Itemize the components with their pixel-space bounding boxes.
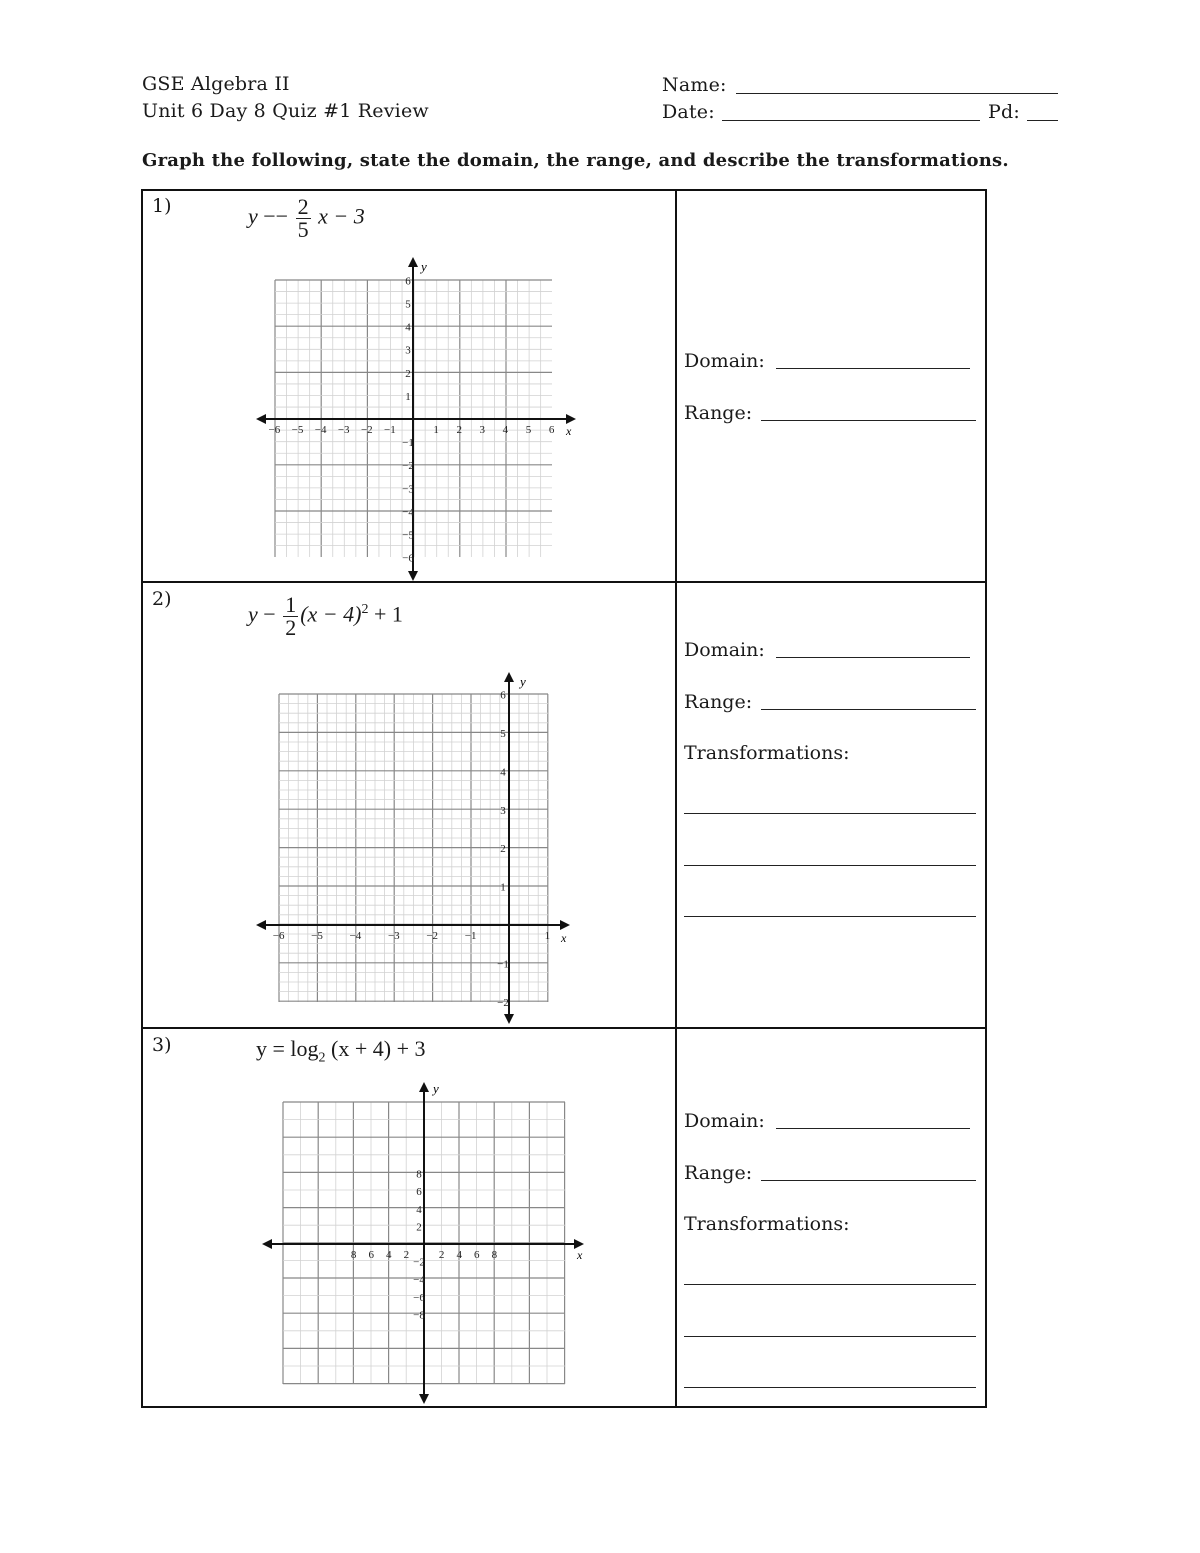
x-axis-arrow-right <box>560 920 570 930</box>
x-tick-label: 2 <box>456 424 462 436</box>
problem-1-number: 1) <box>152 195 172 217</box>
y-tick-label: −5 <box>402 529 414 542</box>
problem-1-range-label: Range: <box>684 402 753 424</box>
problem-1-domain-blank[interactable] <box>776 368 970 369</box>
y-tick-label: −6 <box>413 1291 425 1304</box>
x-axis-arrow-left <box>256 414 266 424</box>
eq-exponent: 2 <box>361 602 369 618</box>
eq-rest: x − 3 <box>318 203 365 229</box>
y-tick-label: 6 <box>416 1186 422 1199</box>
x-tick-label: −1 <box>384 424 396 436</box>
eq-fraction <box>296 196 311 241</box>
x-axis-arrow-left <box>256 920 266 930</box>
x-tick-label: −6 <box>272 930 285 942</box>
y-tick-label: 5 <box>500 728 506 740</box>
problem-3-graph[interactable] <box>258 1078 593 1408</box>
y-tick-label: 1 <box>405 390 411 403</box>
y-tick-label: −2 <box>413 1256 425 1269</box>
x-tick-label: −4 <box>314 424 327 436</box>
problem-3-number: 3) <box>152 1034 172 1056</box>
y-tick-label: 1 <box>500 881 506 894</box>
y-tick-label: −8 <box>413 1309 425 1322</box>
x-tick-label: 4 <box>386 1249 392 1261</box>
problem-3-transform-line-1[interactable] <box>684 1284 976 1285</box>
period-label: Pd: <box>988 101 1020 123</box>
y-tick-label: 2 <box>500 843 506 856</box>
eq-fraction <box>283 594 298 639</box>
name-label: Name: <box>662 74 727 96</box>
problem-3-transform-line-2[interactable] <box>684 1336 976 1337</box>
frac-den: 2 <box>285 615 297 640</box>
eq-subscript: 2 <box>318 1050 326 1066</box>
x-axis-label: x <box>577 1248 583 1262</box>
x-tick-label: −1 <box>464 930 477 942</box>
x-tick-label: 2 <box>438 1249 445 1261</box>
x-axis-arrow-right <box>566 414 576 424</box>
x-tick-label: 2 <box>403 1249 410 1261</box>
date-blank[interactable] <box>722 120 980 121</box>
x-tick-label: −5 <box>311 930 323 942</box>
x-tick-label: −4 <box>349 930 362 942</box>
problem-3-equation <box>256 1036 426 1066</box>
date-label: Date: <box>662 101 715 123</box>
x-tick-label: 5 <box>525 424 532 436</box>
problem-2-transformations-label: Transformations: <box>684 742 850 764</box>
y-tick-label: −2 <box>402 460 414 473</box>
y-axis-label: y <box>421 259 427 274</box>
frac-num: 1 <box>285 592 297 617</box>
x-tick-label: 8 <box>350 1249 357 1261</box>
y-axis-arrow-down <box>419 1394 429 1404</box>
eq-rest: + 1 <box>373 601 403 627</box>
problem-3-transformations-label: Transformations: <box>684 1213 850 1235</box>
instructions: Graph the following, state the domain, the range, and describe the transformations. <box>142 150 1009 171</box>
frac-num: 2 <box>297 194 309 219</box>
x-axis-arrow-left <box>262 1239 272 1249</box>
x-tick-label: 8 <box>491 1249 498 1261</box>
y-tick-label: −3 <box>402 483 414 496</box>
y-tick-label: 8 <box>416 1168 422 1181</box>
x-tick-label: 1 <box>544 930 551 942</box>
problem-2-equation <box>248 594 403 639</box>
eq-paren: (x − 4) <box>300 601 362 627</box>
x-tick-label: 3 <box>479 424 486 436</box>
y-axis-arrow-down <box>504 1014 514 1024</box>
problem-2-transform-line-2[interactable] <box>684 865 976 866</box>
problem-2-range-label: Range: <box>684 691 753 713</box>
x-tick-label: −2 <box>360 424 373 436</box>
y-axis-arrow-up <box>419 1082 429 1092</box>
y-tick-label: 3 <box>405 344 411 357</box>
eq-lhs: y <box>248 203 258 229</box>
y-tick-label: −1 <box>402 437 414 450</box>
quiz-title: Unit 6 Day 8 Quiz #1 Review <box>142 100 429 122</box>
eq-lhs: y <box>248 601 258 627</box>
problem-1-range-blank[interactable] <box>761 420 976 421</box>
x-tick-label: 6 <box>548 424 555 436</box>
eq-rest: (x + 4) + 3 <box>331 1036 426 1061</box>
eq-sign: −− <box>263 203 289 229</box>
problem-1-graph[interactable] <box>250 255 585 583</box>
y-axis-label: y <box>433 1081 439 1096</box>
x-tick-label: −3 <box>337 424 350 436</box>
problem-3-range-blank[interactable] <box>761 1180 976 1181</box>
x-tick-label: 6 <box>474 1249 480 1261</box>
x-tick-label: 1 <box>433 424 439 436</box>
problem-2-number: 2) <box>152 588 172 610</box>
problem-1-equation <box>248 196 365 241</box>
x-tick-label: −6 <box>268 424 281 436</box>
y-tick-label: 6 <box>405 275 411 288</box>
problem-3-domain-label: Domain: <box>684 1110 765 1132</box>
y-tick-label: −2 <box>497 996 509 1009</box>
x-axis-label: x <box>561 931 567 945</box>
problem-2-graph[interactable] <box>252 668 577 1028</box>
problem-2-range-blank[interactable] <box>761 709 976 710</box>
problem-2-domain-blank[interactable] <box>776 657 970 658</box>
eq-log: y = log <box>256 1036 319 1061</box>
problem-3-transform-line-3[interactable] <box>684 1387 976 1388</box>
y-tick-label: −4 <box>413 1274 425 1287</box>
y-axis-arrow-down <box>408 571 418 581</box>
y-tick-label: 4 <box>416 1203 422 1216</box>
problem-2-transform-line-1[interactable] <box>684 813 976 814</box>
y-tick-label: −1 <box>497 958 509 971</box>
problem-3-range-label: Range: <box>684 1162 753 1184</box>
y-tick-label: 6 <box>500 689 506 702</box>
grid-lines <box>279 694 548 1002</box>
y-tick-label: −4 <box>402 506 414 519</box>
y-axis-arrow-up <box>408 257 418 267</box>
y-tick-label: 4 <box>405 321 411 334</box>
eq-sign: − <box>263 601 276 627</box>
x-tick-label: 6 <box>368 1249 374 1261</box>
x-axis-label: x <box>566 424 572 438</box>
x-tick-label: −3 <box>387 930 400 942</box>
y-tick-label: 2 <box>416 1221 422 1234</box>
problem-2-domain-label: Domain: <box>684 639 765 661</box>
problem-1-domain-label: Domain: <box>684 350 765 372</box>
y-tick-label: −6 <box>402 552 414 565</box>
problem-2-transform-line-3[interactable] <box>684 916 976 917</box>
y-tick-label: 3 <box>500 804 506 817</box>
y-tick-label: 4 <box>500 766 506 779</box>
y-axis-label: y <box>520 674 526 689</box>
problem-3-domain-blank[interactable] <box>776 1128 970 1129</box>
course-title: GSE Algebra II <box>142 73 290 95</box>
x-tick-label: −2 <box>426 930 439 942</box>
frac-den: 5 <box>297 217 309 242</box>
x-tick-label: −5 <box>291 424 304 436</box>
name-blank[interactable] <box>736 93 1058 94</box>
y-axis-arrow-up <box>504 672 514 682</box>
column-divider <box>675 191 677 1406</box>
y-tick-label: 2 <box>405 367 411 380</box>
period-blank[interactable] <box>1027 120 1058 121</box>
y-tick-label: 5 <box>405 298 411 311</box>
x-tick-label: 4 <box>456 1249 462 1261</box>
x-tick-label: 4 <box>502 424 509 436</box>
